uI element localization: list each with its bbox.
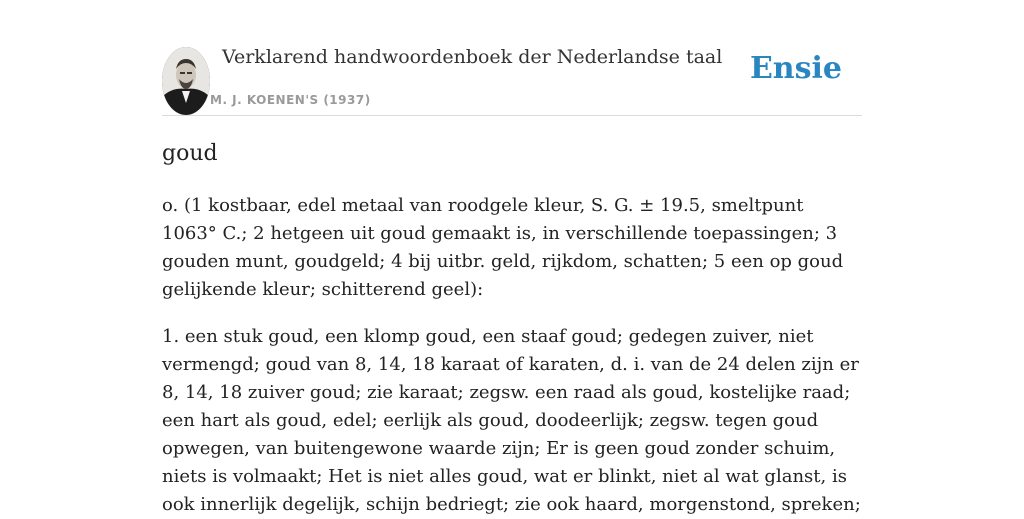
- entry-headword: goud: [162, 141, 218, 166]
- entry-definition: o. (1 kostbaar, edel metaal van roodgele kleur, S. G. ± 19.5, smeltpunt 1063° C.; 2 hetgeen uit goud gemaakt is, in verschillende toepassingen; 3 gouden munt, goudgeld; 4 bij uitbr. geld, rijkdom, schatten; 5 een op goud gelijkende kleur; schitterend geel):: [162, 195, 844, 300]
- author-credit: M. J. KOENEN'S (1937): [210, 93, 371, 107]
- portrait-image: [162, 47, 210, 115]
- dictionary-page: [162, 0, 862, 515]
- entry-sense-1: 1. een stuk goud, een klomp goud, een staaf goud; gedegen zuiver, niet vermengd; goud van 8, 14, 18 karaat of karaten, d. i. van de 24 delen zijn er 8, 14, 18 zuiver goud; zie karaat; zegsw. een raad als goud, kostelijke raad; een hart als goud, edel; eerlijk als goud, doodeerlijk; zegsw. tegen goud opwegen, van buitengewone waarde zijn; Er is geen goud zonder schuim, niets is volmaakt; Het is niet alles goud, wat er blinkt, niet al wat glanst, is ook innerlijk degelijk, schijn bedriegt; zie ook haard, morgenstond, spreken;: [162, 326, 861, 515]
- author-portrait: [162, 47, 210, 115]
- book-title: Verklarend handwoordenboek der Nederlandse taal: [222, 46, 723, 68]
- brand-logo-link[interactable]: Ensie: [749, 51, 842, 86]
- page-header: [162, 0, 862, 116]
